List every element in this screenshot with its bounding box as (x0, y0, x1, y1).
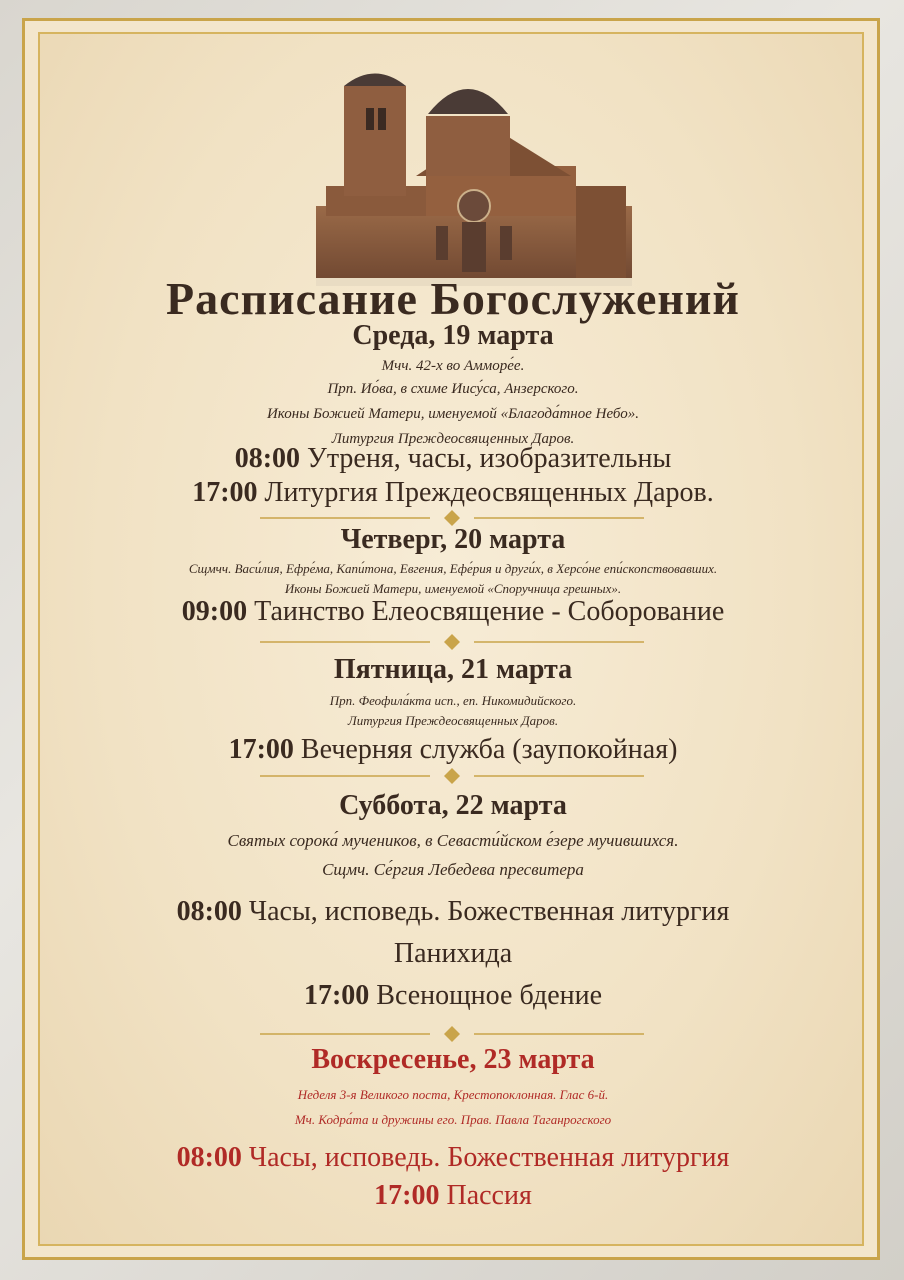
service-line: 08:00 Утреня, часы, изобразительны (234, 443, 672, 474)
day-note: Неделя 3-я Великого поста, Крестопоклонная. Глас 6-й. (297, 1087, 609, 1102)
day-note: Прп. Феофила́кта исп., еп. Никомидийского. (329, 693, 577, 708)
day-note: Мчч. 42-х во Амморе́е. (381, 358, 525, 374)
service-line: 17:00 Литургия Преждеосвященных Даров. (192, 477, 714, 508)
divider-ornament (260, 634, 644, 650)
day-heading-wednesday: Среда, 19 марта (352, 320, 554, 351)
service-line: 17:00 Вечерняя служба (заупокойная) (228, 734, 678, 765)
day-note: Иконы Божией Матери, именуемой «Споручница грешных». (284, 581, 622, 596)
service-line: Панихида (393, 938, 513, 969)
day-note: Литургия Преждеосвященных Даров. (347, 713, 559, 728)
service-line: 09:00 Таинство Елеосвящение - Соборование (181, 596, 725, 627)
service-line: 08:00 Часы, исповедь. Божественная литургия (176, 896, 730, 927)
service-line: 17:00 Пассия (374, 1180, 532, 1211)
day-note: Сщмчч. Васи́лия, Ефре́ма, Капи́тона, Евгения, Ефе́рия и други́х, в Херсо́не епи́скопствовавших. (188, 561, 718, 576)
divider-ornament (260, 1026, 644, 1042)
day-heading-friday: Пятница, 21 марта (333, 654, 573, 685)
page-title: Расписание Богослужений (166, 273, 740, 324)
day-note: Сщмч. Се́ргия Лебедева пресвитера (322, 860, 584, 879)
divider-ornament (260, 768, 644, 784)
day-note: Мч. Кодра́та и дружины его. Прав. Павла Таганрогского (294, 1112, 612, 1127)
day-heading-sunday: Воскресенье, 23 марта (311, 1044, 595, 1075)
day-note: Иконы Божией Матери, именуемой «Благода́тное Небо». (266, 406, 640, 422)
church-illustration (316, 56, 632, 286)
day-note: Святых сорока́ мучеников, в Севасти́йском е́зере мучившихся. (227, 831, 679, 850)
service-line: 08:00 Часы, исповедь. Божественная литургия (176, 1142, 730, 1173)
day-heading-thursday: Четверг, 20 марта (340, 524, 566, 555)
day-note: Литургия Преждеосвященных Даров. (331, 431, 575, 447)
day-heading-saturday: Суббота, 22 марта (339, 790, 567, 821)
day-note: Прп. Ио́ва, в схиме Иису́са, Анзерского. (327, 381, 579, 397)
service-line: 17:00 Всенощное бдение (303, 980, 603, 1011)
